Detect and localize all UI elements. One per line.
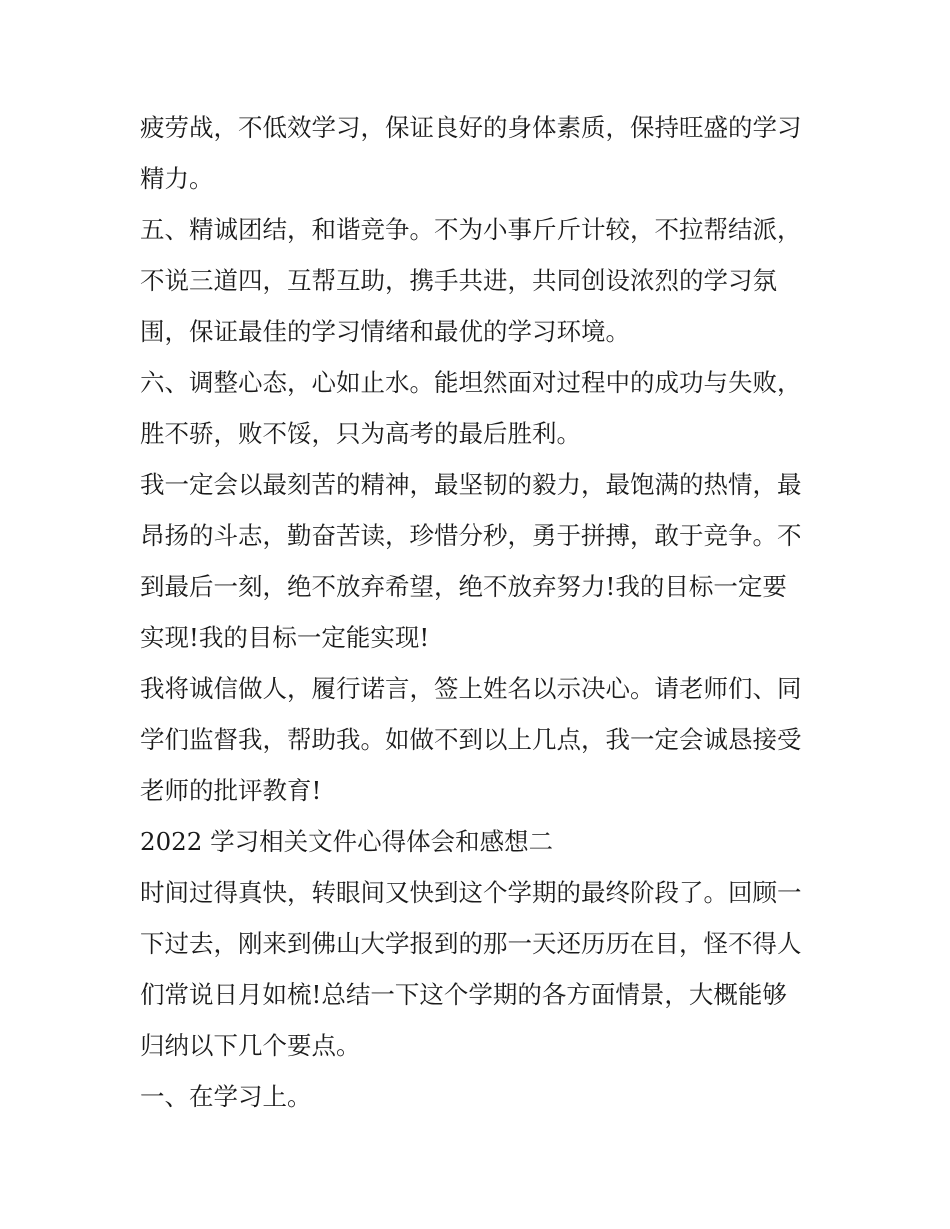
text-line: 归纳以下几个要点。 xyxy=(140,1031,361,1060)
text-line: 到最后一刻，绝不放弃希望，绝不放弃努力!我的目标一定要 xyxy=(140,572,787,601)
section-heading: 2022 学习相关文件心得体会和感想二 xyxy=(140,827,554,856)
document-body xyxy=(140,102,820,1122)
text-line: 实现!我的目标一定能实现! xyxy=(140,623,430,652)
text-line: 疲劳战，不低效学习，保证良好的身体素质，保持旺盛的学习 xyxy=(140,113,802,142)
text-line: 时间过得真快，转眼间又快到这个学期的最终阶段了。回顾一 xyxy=(140,878,802,907)
text-line: 胜不骄，败不馁，只为高考的最后胜利。 xyxy=(140,419,581,448)
text-line: 下过去，刚来到佛山大学报到的那一天还历历在目，怪不得人 xyxy=(140,929,802,958)
text-line: 五、精诚团结，和谐竞争。不为小事斤斤计较，不拉帮结派， xyxy=(140,215,802,244)
text-line: 们常说日月如梳!总结一下这个学期的各方面情景，大概能够 xyxy=(140,980,787,1009)
text-line: 学们监督我，帮助我。如做不到以上几点，我一定会诚恳接受 xyxy=(140,725,802,754)
text-line: 围，保证最佳的学习情绪和最优的学习环境。 xyxy=(140,317,630,346)
text-line: 我将诚信做人，履行诺言，签上姓名以示决心。请老师们、同 xyxy=(140,674,802,703)
text-line: 昂扬的斗志，勤奋苦读，珍惜分秒，勇于拼搏，敢于竞争。不 xyxy=(140,521,802,550)
text-line: 不说三道四，互帮互助，携手共进，共同创设浓烈的学习氛 xyxy=(140,266,777,295)
text-line: 老师的批评教育! xyxy=(140,776,322,805)
text-line: 六、调整心态，心如止水。能坦然面对过程中的成功与失败， xyxy=(140,368,802,397)
text-line: 精力。 xyxy=(140,164,214,193)
text-line: 我一定会以最刻苦的精神，最坚韧的毅力，最饱满的热情，最 xyxy=(140,470,802,499)
text-line: 一、在学习上。 xyxy=(140,1082,312,1111)
